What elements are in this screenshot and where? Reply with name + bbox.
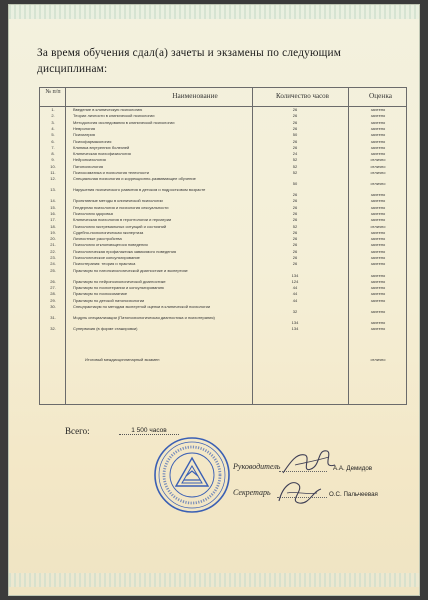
row-hours: 134 bbox=[291, 325, 299, 331]
row-discipline: Психология отклоняющегося поведения bbox=[73, 242, 148, 248]
row-number: 14. bbox=[50, 198, 56, 204]
row-discipline: Психология экстремальных ситуаций и состояний bbox=[73, 223, 167, 229]
row-discipline: Модуль специализации (Патопсихологическая диагностика и психотерапия) bbox=[73, 314, 215, 320]
row-hours: 52 bbox=[292, 170, 298, 175]
row-hours: 124 bbox=[291, 278, 299, 284]
row-number: 6. bbox=[51, 138, 55, 144]
row-grade: зачтено bbox=[370, 319, 386, 325]
row-discipline: Психологическая профилактика зависимого поведения bbox=[73, 248, 176, 254]
row-grade: отлично bbox=[370, 223, 386, 229]
column-divider bbox=[348, 88, 349, 404]
row-number: 31. bbox=[50, 314, 56, 320]
row-grade: зачтено bbox=[370, 255, 386, 260]
row-discipline: Проективные методы в клинической психологии bbox=[73, 198, 163, 204]
row-number: 25. bbox=[50, 267, 56, 273]
row-discipline: Методология исследования в клинической психологии bbox=[73, 119, 175, 125]
row-grade: зачтено bbox=[370, 198, 386, 204]
row-number: 8. bbox=[51, 151, 55, 157]
row-number: 3. bbox=[51, 119, 55, 125]
row-number: 26. bbox=[50, 278, 56, 284]
row-hours: 44 bbox=[292, 291, 298, 297]
guilloche-border-top bbox=[9, 5, 419, 19]
header-num: № п/п bbox=[45, 89, 61, 95]
row-hours: 44 bbox=[292, 297, 298, 303]
row-grade: отлично bbox=[370, 181, 386, 187]
row-grade: зачтено bbox=[370, 217, 386, 223]
row-grade: зачтено bbox=[370, 297, 386, 303]
row-hours: 26 bbox=[292, 242, 298, 248]
header-grade: Оценка bbox=[369, 91, 392, 100]
row-discipline: Теории личности в клинической психологии bbox=[73, 113, 155, 119]
total-hours: 1 500 часов bbox=[119, 427, 179, 435]
row-discipline: Психиатрия bbox=[73, 132, 95, 138]
disciplines-table bbox=[39, 87, 407, 405]
row-grade: отлично bbox=[370, 163, 386, 169]
row-hours: 134 bbox=[291, 272, 299, 278]
diploma-supplement-page bbox=[8, 4, 420, 596]
row-number: 29. bbox=[50, 297, 56, 303]
header-hours: Количество часов bbox=[276, 92, 329, 100]
row-hours: 26 bbox=[292, 144, 298, 150]
row-hours: 26 bbox=[292, 255, 298, 260]
row-grade: зачтено bbox=[370, 132, 386, 138]
row-number: 21. bbox=[50, 242, 56, 248]
row-number: 20. bbox=[50, 236, 56, 242]
row-grade: зачтено bbox=[370, 236, 386, 242]
row-grade: зачтено bbox=[370, 308, 386, 314]
row-number: 2. bbox=[51, 113, 55, 119]
row-number: 1. bbox=[51, 107, 55, 112]
row-discipline: Нарушения психического развития в детском и подростковом возрасте bbox=[73, 187, 206, 193]
row-discipline: Практикум по психотерапии и консультированию bbox=[73, 284, 164, 290]
row-discipline: Спецпрактикум по методам экспертной оценки в клинической психологии bbox=[73, 303, 211, 309]
row-number: 22. bbox=[50, 248, 56, 254]
row-number: 7. bbox=[51, 144, 55, 150]
table-header bbox=[40, 88, 406, 107]
row-hours: 26 bbox=[292, 138, 298, 144]
row-grade: зачтено bbox=[370, 125, 386, 131]
row-hours: 26 bbox=[292, 248, 298, 254]
row-discipline: Клиническая психология в геронтологии и гериатрии bbox=[73, 217, 172, 223]
row-grade: зачтено bbox=[370, 119, 386, 125]
row-hours: 26 bbox=[292, 236, 298, 242]
row-discipline: Личностные расстройства bbox=[73, 236, 122, 242]
row-number: 9. bbox=[51, 157, 55, 163]
row-grade: зачтено bbox=[370, 151, 386, 157]
row-number: 4. bbox=[51, 125, 55, 131]
row-number: 15. bbox=[50, 204, 56, 210]
row-number: 16. bbox=[50, 210, 56, 216]
row-hours: 26 bbox=[292, 217, 298, 223]
row-number: 10. bbox=[50, 163, 56, 169]
row-discipline: Введение в клиническую психологию bbox=[73, 107, 143, 112]
row-hours: 52 bbox=[292, 163, 298, 169]
row-hours: 50 bbox=[292, 181, 298, 187]
row-grade: зачтено bbox=[370, 138, 386, 144]
row-number: 32. bbox=[50, 325, 56, 331]
row-grade: отлично bbox=[370, 157, 386, 163]
row-discipline: Супервизия (в форме стажировки) bbox=[73, 325, 138, 331]
row-discipline: Психофармакология bbox=[73, 138, 112, 144]
row-hours: 26 bbox=[292, 198, 298, 204]
row-hours: 26 bbox=[292, 119, 298, 125]
row-number: 12. bbox=[50, 176, 56, 182]
guilloche-border-bottom bbox=[9, 573, 419, 587]
row-discipline: Психотерапия: теория и практика bbox=[73, 261, 136, 267]
row-number: 5. bbox=[51, 132, 55, 138]
row-grade: зачтено bbox=[370, 291, 386, 297]
secretary-name: О.С. Пальчеевая bbox=[329, 491, 378, 498]
row-hours: 26 bbox=[292, 125, 298, 131]
row-hours: 26 bbox=[292, 192, 298, 198]
row-discipline: Специальная психология и коррекционно-развивающее обучение bbox=[73, 176, 196, 182]
row-grade: зачтено bbox=[370, 229, 386, 235]
row-hours: 26 bbox=[292, 229, 298, 235]
row-discipline: Патопсихология bbox=[73, 163, 103, 169]
row-number: 24. bbox=[50, 261, 56, 267]
row-grade: зачтено bbox=[370, 210, 386, 216]
row-discipline: Неврология bbox=[73, 125, 96, 131]
row-discipline: Практикум по патопсихологической диагностике и экспертизе bbox=[73, 267, 188, 273]
row-grade: зачтено bbox=[370, 325, 386, 331]
row-grade: зачтено bbox=[370, 242, 386, 248]
row-grade: зачтено bbox=[370, 284, 386, 290]
row-grade: отлично bbox=[370, 170, 386, 175]
column-divider bbox=[252, 88, 253, 404]
row-number: 11. bbox=[50, 170, 56, 175]
secretary-signature-drawing bbox=[273, 475, 329, 509]
row-grade: зачтено bbox=[370, 113, 386, 119]
row-discipline: Клиника внутренних болезней bbox=[73, 144, 130, 150]
row-discipline: Судебно-психологическая экспертиза bbox=[73, 229, 144, 235]
secretary-signature-label: Секретарь bbox=[233, 488, 271, 497]
row-discipline: Психологическое консультирование bbox=[73, 255, 140, 260]
row-discipline: Практикум по нейропсихологической диагностике bbox=[73, 278, 166, 284]
row-grade: зачтено bbox=[370, 248, 386, 254]
page-heading: За время обучения сдал(а) зачеты и экзамены по следующим дисциплинам: bbox=[37, 47, 342, 75]
final-exam-name: Итоговый междисциплинарный экзамен bbox=[85, 357, 160, 362]
header-name: Наименование bbox=[172, 91, 218, 100]
row-number: 28. bbox=[50, 291, 56, 297]
row-hours: 50 bbox=[292, 132, 298, 138]
director-name: А.А. Демидов bbox=[333, 465, 373, 472]
row-discipline: Практикум по детской патопсихологии bbox=[73, 297, 145, 303]
row-discipline: Нейропсихология bbox=[73, 157, 106, 163]
row-hours: 44 bbox=[292, 284, 298, 290]
row-discipline: Практикум по психосоматике bbox=[73, 291, 128, 297]
row-hours: 26 bbox=[292, 204, 298, 210]
row-number: 17. bbox=[50, 217, 56, 223]
row-hours: 52 bbox=[292, 157, 298, 163]
row-grade: зачтено bbox=[370, 107, 386, 112]
row-discipline: Психосоматика и психология телесности bbox=[73, 170, 150, 175]
director-signature-label: Руководитель bbox=[233, 462, 281, 471]
row-grade: зачтено bbox=[370, 192, 386, 198]
row-number: 13. bbox=[50, 187, 56, 193]
column-divider bbox=[65, 88, 66, 404]
row-grade: зачтено bbox=[370, 272, 386, 278]
row-hours: 24 bbox=[292, 151, 298, 157]
row-grade: зачтено bbox=[370, 144, 386, 150]
row-discipline: Клиническая психофизиология bbox=[73, 151, 131, 157]
row-hours: 26 bbox=[292, 261, 298, 267]
row-number: 18. bbox=[50, 223, 56, 229]
row-number: 30. bbox=[50, 303, 56, 309]
row-number: 23. bbox=[50, 255, 56, 260]
final-exam-grade: отлично bbox=[370, 357, 386, 362]
row-hours: 52 bbox=[292, 223, 298, 229]
row-grade: зачтено bbox=[370, 261, 386, 267]
total-label: Всего: bbox=[65, 426, 90, 436]
row-grade: зачтено bbox=[370, 278, 386, 284]
row-hours: 26 bbox=[292, 210, 298, 216]
row-number: 19. bbox=[50, 229, 56, 235]
row-hours: 32 bbox=[292, 308, 298, 314]
row-grade: зачтено bbox=[370, 204, 386, 210]
row-discipline: Гендерная психология и психология сексуальности bbox=[73, 204, 169, 210]
row-number: 27. bbox=[50, 284, 56, 290]
institution-seal bbox=[153, 436, 231, 514]
row-hours: 26 bbox=[292, 107, 298, 112]
row-hours: 26 bbox=[292, 113, 298, 119]
row-hours: 134 bbox=[291, 319, 299, 325]
row-discipline: Психология здоровья bbox=[73, 210, 113, 216]
